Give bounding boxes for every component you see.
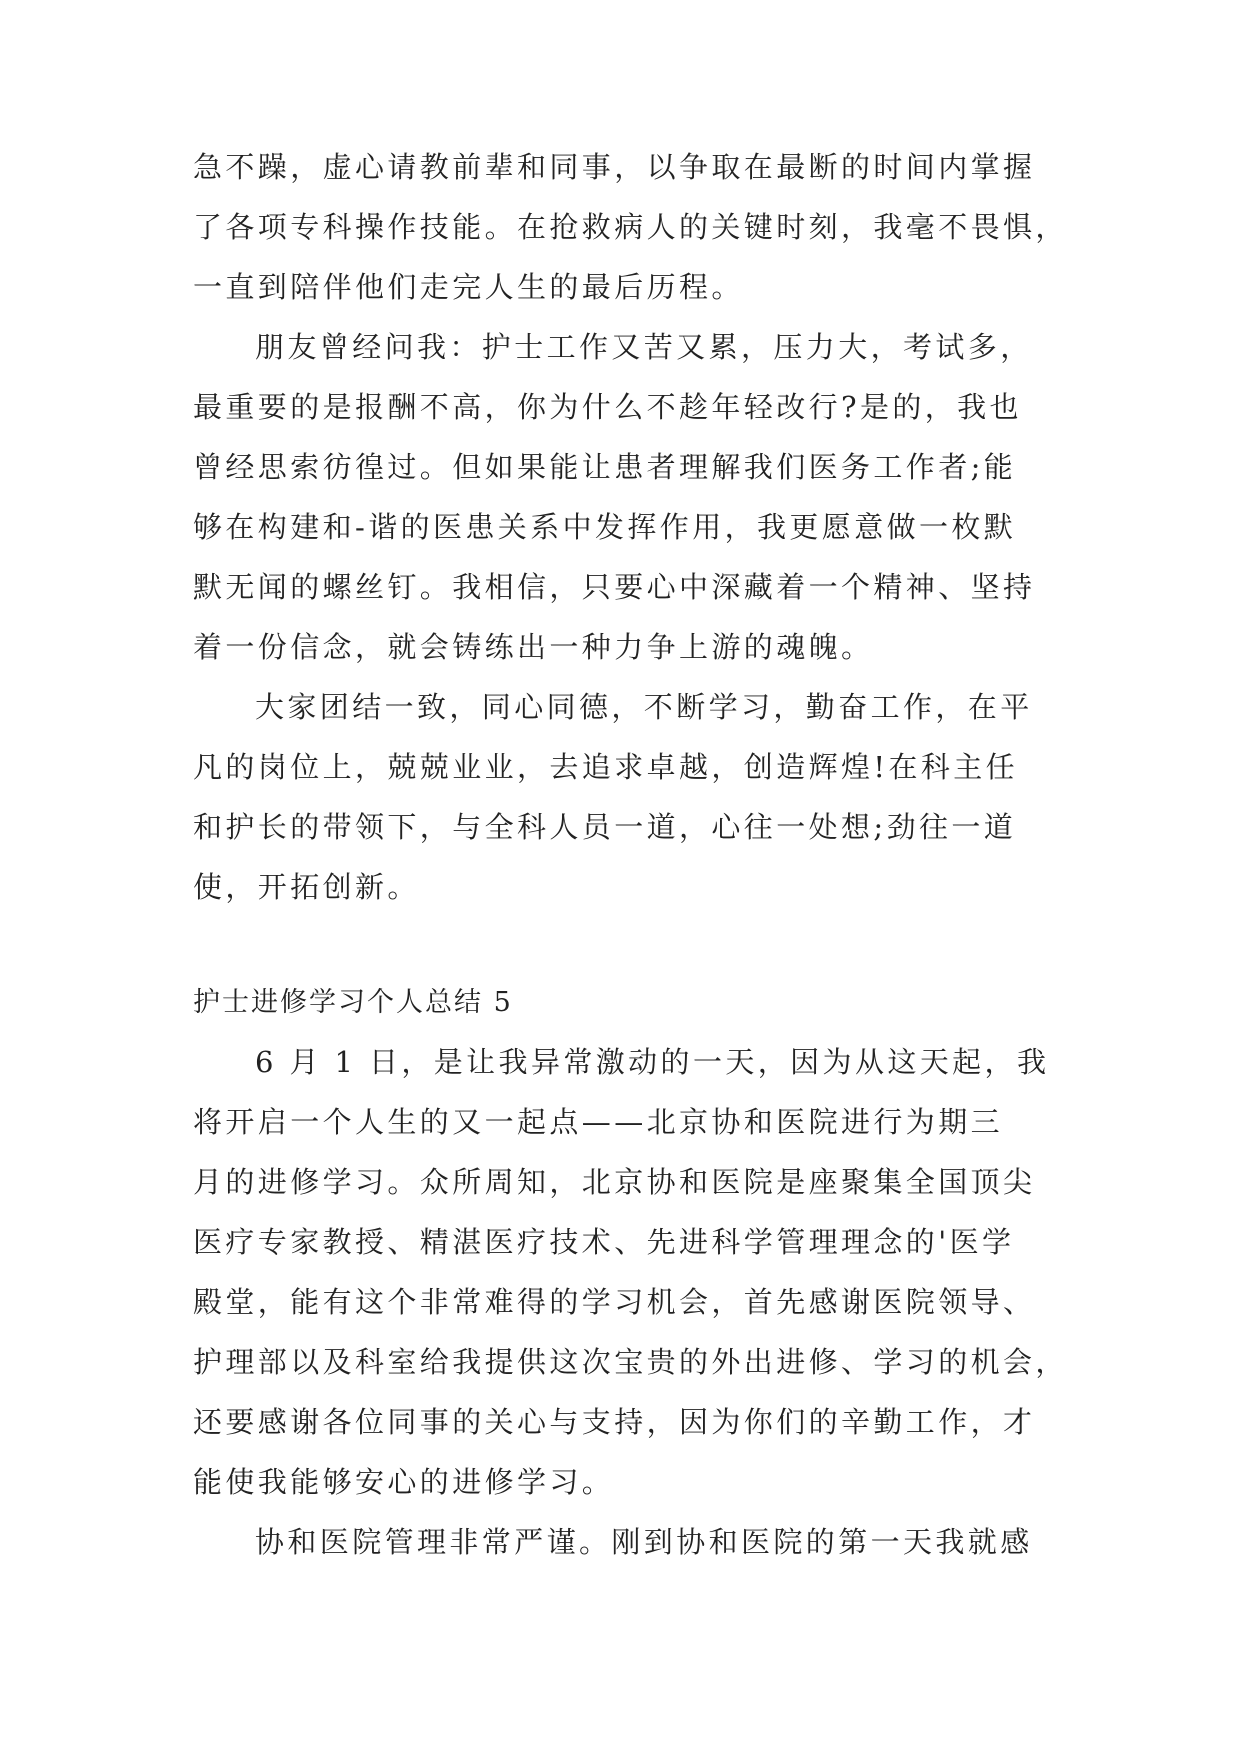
text-line: 护理部以及科室给我提供这次宝贵的外出进修、学习的机会，: [193, 1345, 1068, 1379]
text-line: 和护长的带领下，与全科人员一道，心往一处想;劲往一道: [193, 810, 1017, 844]
section-heading: 护士进修学习个人总结 5: [193, 987, 513, 1018]
text-line: 殿堂，能有这个非常难得的学习机会，首先感谢医院领导、: [193, 1285, 1036, 1319]
text-line: 一直到陪伴他们走完人生的最后历程。: [193, 270, 744, 304]
text-line: 大家团结一致，同心同德，不断学习，勤奋工作，在平: [255, 690, 1033, 724]
text-line: 医疗专家教授、精湛医疗技术、先进科学管理理念的'医学: [193, 1225, 1015, 1259]
text-line: 着一份信念，就会铸练出一种力争上游的魂魄。: [193, 630, 874, 664]
text-line: 朋友曾经问我：护士工作又苦又累，压力大，考试多，: [255, 330, 1033, 364]
text-line: 最重要的是报酬不高，你为什么不趁年轻改行?是的，我也: [193, 390, 1022, 424]
text-block-bottom: [193, 1032, 1068, 1572]
text-line: 够在构建和-谐的医患关系中发挥作用，我更愿意做一枚默: [193, 510, 1017, 544]
text-line: 能使我能够安心的进修学习。: [193, 1465, 615, 1499]
text-line: 月的进修学习。众所周知，北京协和医院是座聚集全国顶尖: [193, 1165, 1036, 1199]
text-line: 6 月 1 日，是让我异常激动的一天，因为从这天起，我: [255, 1045, 1050, 1079]
text-line: 将开启一个人生的又一起点——北京协和医院进行为期三: [193, 1105, 1004, 1139]
text-block-top: [193, 137, 1068, 917]
text-line: 还要感谢各位同事的关心与支持，因为你们的辛勤工作，才: [193, 1405, 1036, 1439]
text-line: 了各项专科操作技能。在抢救病人的关键时刻，我毫不畏惧，: [193, 210, 1068, 244]
text-line: 曾经思索彷徨过。但如果能让患者理解我们医务工作者;能: [193, 450, 1017, 484]
text-line: 凡的岗位上，兢兢业业，去追求卓越，创造辉煌!在科主任: [193, 750, 1019, 784]
text-line: 使，开拓创新。: [193, 870, 420, 904]
text-line: 默无闻的螺丝钉。我相信，只要心中深藏着一个精神、坚持: [193, 570, 1036, 604]
text-line: 急不躁，虚心请教前辈和同事，以争取在最断的时间内掌握: [193, 150, 1036, 184]
text-line: 协和医院管理非常严谨。刚到协和医院的第一天我就感: [255, 1525, 1033, 1559]
